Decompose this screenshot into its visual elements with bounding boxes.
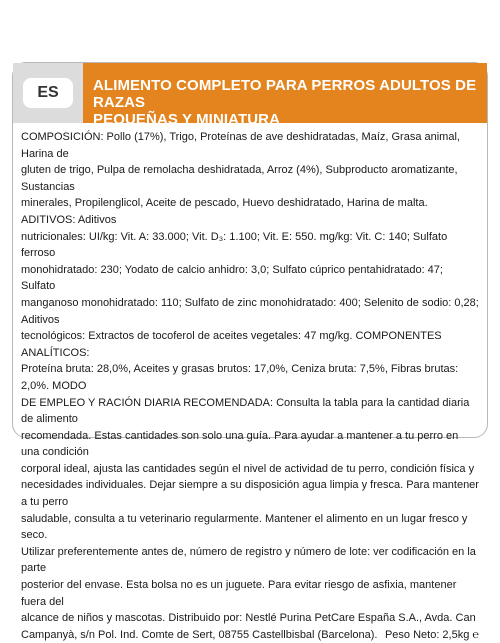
product-label-panel (12, 62, 488, 641)
text-line: posterior del envase. Esta bolsa no es un juguete. Para evitar riesgo de asfixia, mantener fuera del (21, 579, 457, 608)
text-line: DE EMPLEO Y RACIÓN DIARIA RECOMENDADA: Consulta la tabla para la cantidad diaria de alimento (21, 396, 470, 426)
label-header (13, 63, 487, 128)
title-line-2: PEQUEÑAS Y MINIATURA (93, 111, 281, 128)
text-line: nutricionales: UI/kg: Vit. A: 33.000; Vit. D₃: 1.100; Vit. E: 550. mg/kg: Vit. C: 140; Sulfato ferroso (21, 230, 448, 260)
product-title (83, 63, 487, 128)
address-line-row (21, 627, 479, 643)
text-line: corporal ideal, ajusta las cantidades según el nivel de actividad de tu perro, condición física y (21, 462, 475, 475)
language-badge: ES (23, 78, 73, 108)
text-line: alcance de niños y mascotas. Distribuido por: Nestlé Purina PetCare España S.A., Avda. Can (21, 612, 476, 625)
title-line-1: ALIMENTO COMPLETO PARA PERROS ADULTOS DE RAZAS (93, 77, 477, 111)
text-line: recomendada. Estas cantidades son solo una guía. Para ayudar a mantener a tu perro en una condición (21, 429, 459, 459)
text-line: saludable, consulta a tu veterinario regularmente. Mantener el alimento en un lugar fresco y seco. (21, 512, 468, 542)
text-line: necesidades individuales. Dejar siempre a su disposición agua limpia y fresca. Para mantener a tu perro (21, 479, 479, 509)
text-line: tecnológicos: Extractos de tocoferol de aceites vegetales: 47 mg/kg. COMPONENTES ANALÍTICOS: (21, 330, 442, 359)
address-line: Campanyà, s/n Pol. Ind. Comte de Sert, 08755 Castellbisbal (Barcelona). (21, 628, 378, 641)
text-line: Proteína bruta: 28,0%, Aceites y grasas brutos: 17,0%, Ceniza bruta: 7,5%, Fibras brutas: 2,0%. MODO (21, 363, 459, 392)
net-weight: Peso Neto: 2,5kg ℮ (384, 628, 479, 641)
language-area (13, 63, 83, 123)
text-line: gluten de trigo, Pulpa de remolacha deshidratada, Arroz (4%), Subproducto aromatizante, Sustancias (21, 164, 458, 193)
text-line: COMPOSICIÓN: Pollo (17%), Trigo, Proteínas de ave deshidratadas, Maíz, Grasa animal, Harina de (21, 131, 460, 160)
text-line: Utilizar preferentemente antes de, número de registro y número de lote: ver codificación en la parte (21, 545, 476, 575)
composition-text (21, 129, 479, 643)
text-line: monohidratado: 230; Yodato de calcio anhidro: 3,0; Sulfato cúprico pentahidratado: 47; Sulfato (21, 263, 443, 293)
text-line: minerales, Propilenglicol, Aceite de pescado, Huevo deshidratado, Harina de malta. ADITIVOS: Aditivos (21, 197, 428, 226)
text-line: manganoso monohidratado: 110; Sulfato de zinc monohidratado: 400; Selenito de sodio: 0,28; Aditivos (21, 296, 479, 326)
